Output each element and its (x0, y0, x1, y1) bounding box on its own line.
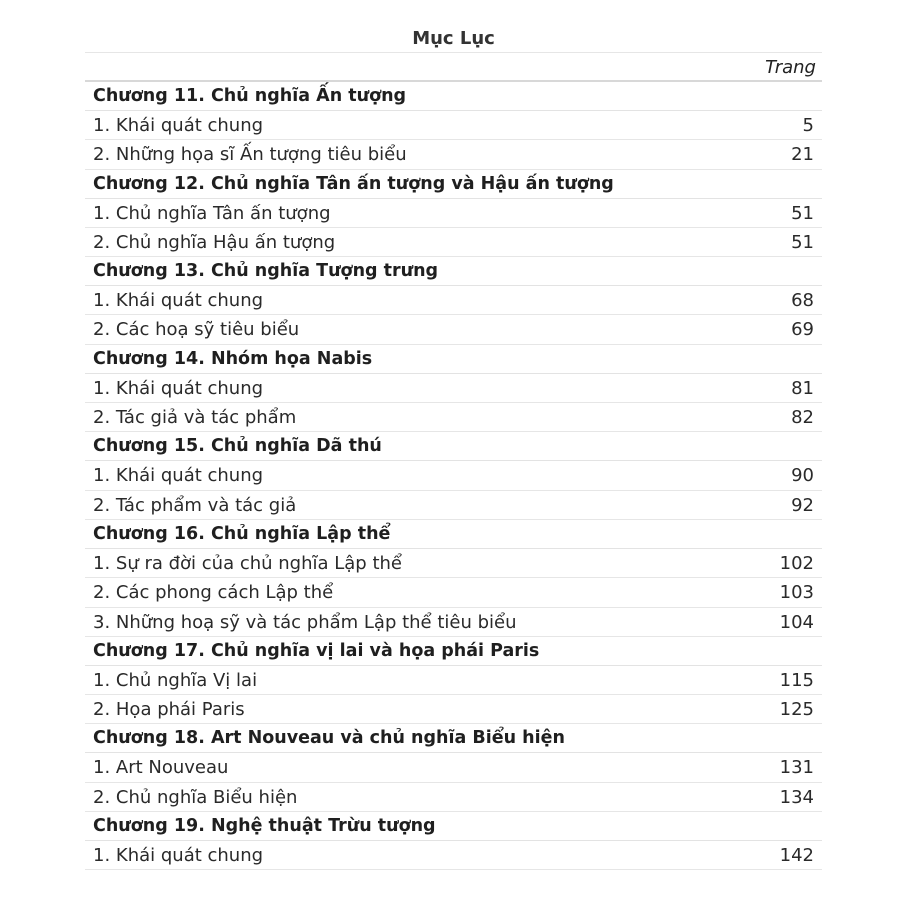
toc-entry-page: 51 (791, 231, 814, 253)
toc-entry-page: 69 (791, 319, 814, 341)
toc-entry-label: 1. Sự ra đời của chủ nghĩa Lập thể (93, 552, 402, 574)
toc-entry (85, 841, 822, 870)
toc-entry (85, 783, 822, 812)
toc-entry-label: 1. Khái quát chung (93, 290, 264, 312)
toc-entry-page: 131 (779, 757, 814, 779)
toc-entry-label: 2. Chủ nghĩa Biểu hiện (93, 786, 298, 808)
toc-entry (85, 753, 822, 782)
toc-entry (85, 228, 822, 257)
toc-entry (85, 666, 822, 695)
toc-entry-label: 2. Tác giả và tác phẩm (93, 407, 297, 429)
toc-entry (85, 491, 822, 520)
toc-entry-label: 2. Các hoạ sỹ tiêu biểu (93, 319, 300, 341)
toc-entry (85, 578, 822, 607)
toc-entry-label: 2. Họa phái Paris (93, 699, 245, 721)
toc-entry (85, 549, 822, 578)
toc-entry-page: 134 (779, 786, 814, 808)
toc-entry-label: 3. Những hoạ sỹ và tác phẩm Lập thể tiêu biểu (93, 611, 517, 633)
toc-entry-label: 1. Khái quát chung (93, 465, 264, 487)
toc-entry-label: 2. Các phong cách Lập thể (93, 582, 334, 604)
toc-entry-page: 21 (791, 144, 814, 166)
toc-entry-page: 142 (779, 845, 814, 867)
toc-entry-label: 2. Tác phẩm và tác giả (93, 494, 297, 516)
toc-entry-label: 1. Art Nouveau (93, 757, 229, 779)
toc-entry-page: 82 (791, 407, 814, 429)
toc-entry (85, 403, 822, 432)
toc-entry-page: 68 (791, 290, 814, 312)
toc-entry (85, 286, 822, 315)
page-column-header: Trang (85, 53, 822, 82)
toc-entry (85, 695, 822, 724)
toc-entry-label: 2. Chủ nghĩa Hậu ấn tượng (93, 231, 336, 253)
toc-entry-label: 1. Khái quát chung (93, 845, 264, 867)
toc-entry-page: 115 (779, 669, 814, 691)
chapter-heading: Chương 16. Chủ nghĩa Lập thể (85, 520, 822, 549)
toc-entry-page: 104 (779, 611, 814, 633)
toc-entry (85, 374, 822, 403)
chapter-heading: Chương 14. Nhóm họa Nabis (85, 345, 822, 374)
toc-entry-page: 102 (779, 552, 814, 574)
chapter-heading: Chương 19. Nghệ thuật Trừu tượng (85, 812, 822, 841)
toc-title: Mục Lục (85, 25, 822, 53)
toc-entry-page: 81 (791, 377, 814, 399)
toc-entry-label: 1. Chủ nghĩa Vị lai (93, 669, 258, 691)
toc-entry-page: 103 (779, 582, 814, 604)
table-of-contents (85, 25, 822, 870)
chapter-heading: Chương 15. Chủ nghĩa Dã thú (85, 432, 822, 461)
toc-body (85, 82, 822, 870)
toc-entry-page: 125 (779, 699, 814, 721)
toc-entry (85, 461, 822, 490)
chapter-heading: Chương 11. Chủ nghĩa Ấn tượng (85, 82, 822, 111)
toc-entry-page: 51 (791, 202, 814, 224)
toc-entry (85, 199, 822, 228)
toc-entry (85, 140, 822, 169)
toc-entry (85, 315, 822, 344)
toc-entry-label: 1. Chủ nghĩa Tân ấn tượng (93, 202, 331, 224)
chapter-heading: Chương 17. Chủ nghĩa vị lai và họa phái Paris (85, 637, 822, 666)
toc-entry (85, 111, 822, 140)
toc-entry-label: 2. Những họa sĩ Ấn tượng tiêu biểu (93, 144, 407, 166)
toc-entry-page: 90 (791, 465, 814, 487)
toc-entry-page: 92 (791, 494, 814, 516)
toc-entry-label: 1. Khái quát chung (93, 115, 264, 136)
toc-entry-page: 5 (802, 115, 814, 136)
chapter-heading: Chương 13. Chủ nghĩa Tượng trưng (85, 257, 822, 286)
chapter-heading: Chương 12. Chủ nghĩa Tân ấn tượng và Hậu ấn tượng (85, 170, 822, 199)
toc-entry (85, 608, 822, 637)
chapter-heading: Chương 18. Art Nouveau và chủ nghĩa Biểu hiện (85, 724, 822, 753)
toc-entry-label: 1. Khái quát chung (93, 377, 264, 399)
